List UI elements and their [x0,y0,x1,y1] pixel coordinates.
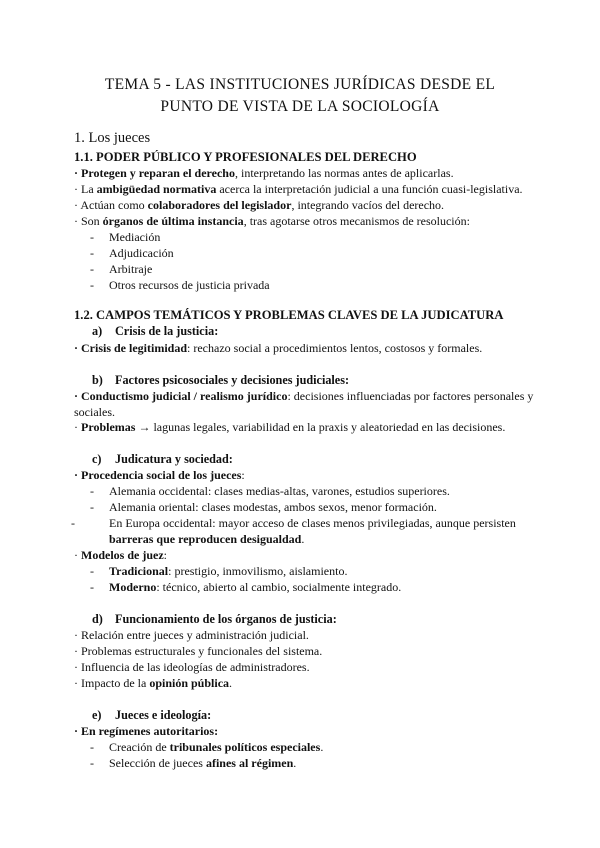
bullet-relacion: · Relación entre jueces y administración judicial. [74,628,309,642]
list-item: - Arbitraje [90,262,153,276]
subsection-heading-1-1: 1.1. PODER PÚBLICO Y PROFESIONALES DEL DERECHO [74,150,417,164]
list-item: - Alemania occidental: clases medias-altas, varones, estudios superiores. [90,484,450,498]
list-item: - Tradicional: prestigio, inmovilismo, aislamiento. [90,564,348,578]
list-item: - Adjudicación [90,246,174,260]
list-item: - Selección de jueces afines al régimen. [90,756,297,770]
list-item: - Alemania oriental: clases modestas, ambos sexos, menor formación. [90,500,437,514]
bullet-ambiguedad: · La ambigüedad normativa acerca la interpretación judicial a una función cuasi-legislativa. [74,182,523,196]
bullet-procedencia: · Procedencia social de los jueces: [74,468,245,482]
list-item: - En Europa occidental: mayor acceso de clases menos privilegiadas, aunque persisten barreras que reproducen desigualdad. [71,516,516,546]
bullet-organos: · Son órganos de última instancia, tras agotarse otros mecanismos de resolución: [74,214,470,228]
bullet-crisis-legitimidad: · Crisis de legitimidad: rechazo social a procedimientos lentos, costosos y formales. [74,341,483,355]
title-line-1: TEMA 5 - LAS INSTITUCIONES JURÍDICAS DESDE EL [104,76,496,93]
subheading-c: c) Judicatura y sociedad: [92,452,233,466]
bullet-protegen: · Protegen y reparan el derecho, interpretando las normas antes de aplicarlas. [74,166,454,180]
subheading-e: e) Jueces e ideología: [92,708,212,722]
subheading-a: a) Crisis de la justicia: [92,324,219,338]
subheading-d: d) Funcionamiento de los órganos de justicia: [92,612,337,626]
bullet-conductismo: · Conductismo judicial / realismo jurídico: decisiones influenciadas por factores personales y sociales. [74,389,534,419]
bullet-impacto: · Impacto de la opinión pública. [74,676,233,690]
section-heading: 1. Los jueces [74,130,151,146]
document-title [60,74,540,118]
bullet-problemas: · Problemas → lagunas legales, variabilidad en la praxis y aleatoriedad en las decisiones. [74,420,506,434]
bullet-problemas-estructurales: · Problemas estructurales y funcionales del sistema. [74,644,323,658]
list-item: - Moderno: técnico, abierto al cambio, socialmente integrado. [90,580,402,594]
list-item: - Mediación [90,230,161,244]
bullet-colaboradores: · Actúan como colaboradores del legislador, integrando vacíos del derecho. [74,198,445,212]
bullet-regimenes: · En regímenes autoritarios: [74,724,219,738]
bullet-modelos-juez: · Modelos de juez: [74,548,167,562]
bullet-influencia: · Influencia de las ideologías de administradores. [74,660,310,674]
subsection-heading-1-2: 1.2. CAMPOS TEMÁTICOS Y PROBLEMAS CLAVES DE LA JUDICATURA [74,308,504,322]
list-item: - Otros recursos de justicia privada [90,278,270,292]
subheading-b: b) Factores psicosociales y decisiones judiciales: [92,373,350,387]
list-item: - Creación de tribunales políticos especiales. [90,740,324,754]
title-line-2: PUNTO DE VISTA DE LA SOCIOLOGÍA [160,98,440,115]
